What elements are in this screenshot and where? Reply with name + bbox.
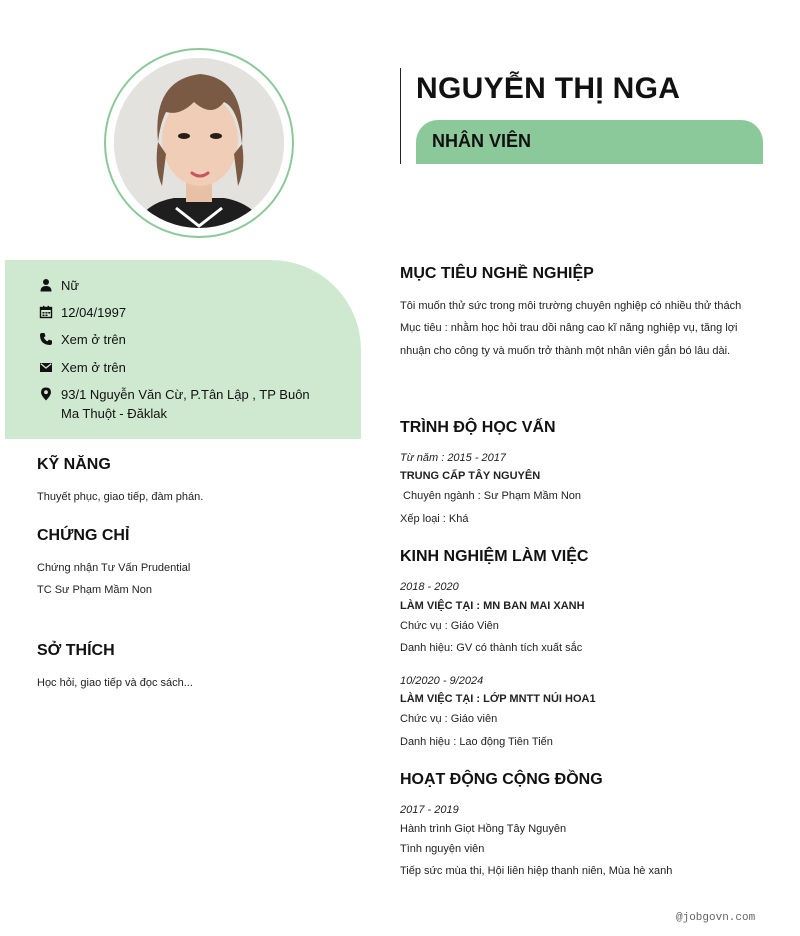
job-role: Chức vụ : Giáo viên [400,713,498,725]
job-period: 2018 - 2020 [400,581,459,593]
certificate-item: Chứng nhận Tư Vấn Prudential [37,562,191,574]
email-value: Xem ở trên [61,360,126,375]
hobbies-text: Học hỏi, giao tiếp và đọc sách... [37,677,193,689]
objective-line: Tôi muốn thử sức trong môi trường chuyên nghiệp có nhiều thử thách [400,300,742,312]
job-period: 10/2020 - 9/2024 [400,675,484,687]
avatar-frame [104,48,294,238]
objective-line: nhuận cho công ty và muốn trở thành một nhân viên gắn bó lâu dài. [400,345,731,357]
gender-value: Nữ [61,278,80,293]
contact-panel [5,260,361,439]
community-period: 2017 - 2019 [400,804,459,816]
education-title: TRÌNH ĐỘ HỌC VẤN [400,419,556,436]
phone-icon [39,332,53,346]
job-award: Danh hiệu: GV có thành tích xuất sắc [400,642,583,654]
candidate-name: NGUYỄN THỊ NGA [416,72,681,105]
job-award: Danh hiệu : Lao động Tiên Tiến [400,736,553,748]
contact-address [39,385,331,423]
job-position: NHÂN VIÊN [432,131,532,151]
avatar [114,58,284,228]
watermark: @jobgovn.com [676,912,756,924]
community-line: Hành trình Giọt Hồng Tây Nguyên [400,823,567,835]
job-place: LÀM VIỆC TẠI : LỚP MNTT NÚI HOA1 [400,693,596,705]
certificate-item: TC Sư Phạm Mầm Non [37,584,152,596]
certificates-title: CHỨNG CHỈ [37,527,130,544]
contact-phone [39,330,331,349]
education-period: Từ năm : 2015 - 2017 [400,452,507,464]
birthday-value: 12/04/1997 [61,305,127,320]
job-place: LÀM VIỆC TẠI : MN BAN MAI XANH [400,600,585,612]
community-line: Tiếp sức mùa thi, Hội liên hiệp thanh niên, Mùa hè xanh [400,865,673,877]
education-rank: Xếp loại : Khá [400,513,469,525]
hobbies-title: SỞ THÍCH [37,642,115,659]
phone-value: Xem ở trên [61,332,126,347]
location-pin-icon [39,387,53,401]
address-value: 93/1 Nguyễn Văn Cừ, P.Tân Lập , TP Buôn Ma Thuột - Đăklak [61,387,310,421]
skills-title: KỸ NĂNG [37,456,111,473]
contact-gender [39,276,331,295]
mail-icon [39,360,53,374]
person-icon [39,278,53,292]
position-banner [416,120,763,164]
contact-birthday [39,303,331,322]
skills-text: Thuyết phục, giao tiếp, đàm phán. [37,491,204,503]
community-title: HOẠT ĐỘNG CỘNG ĐỒNG [400,771,603,788]
objective-line: Mục tiêu : nhằm học hỏi trau dồi nâng cao kĩ năng nghiệp vụ, tăng lợi [400,322,738,334]
calendar-icon [39,305,53,319]
community-line: Tình nguyện viên [400,843,485,855]
header-divider [400,68,401,164]
education-school: TRUNG CẤP TÂY NGUYÊN [400,470,541,482]
job-role: Chức vụ : Giáo Viên [400,620,499,632]
education-major: Chuyên ngành : Sư Phạm Mầm Non [400,490,582,502]
contact-email [39,358,331,377]
objective-title: MỤC TIÊU NGHỀ NGHIỆP [400,265,594,282]
experience-title: KINH NGHIỆM LÀM VIỆC [400,548,589,565]
